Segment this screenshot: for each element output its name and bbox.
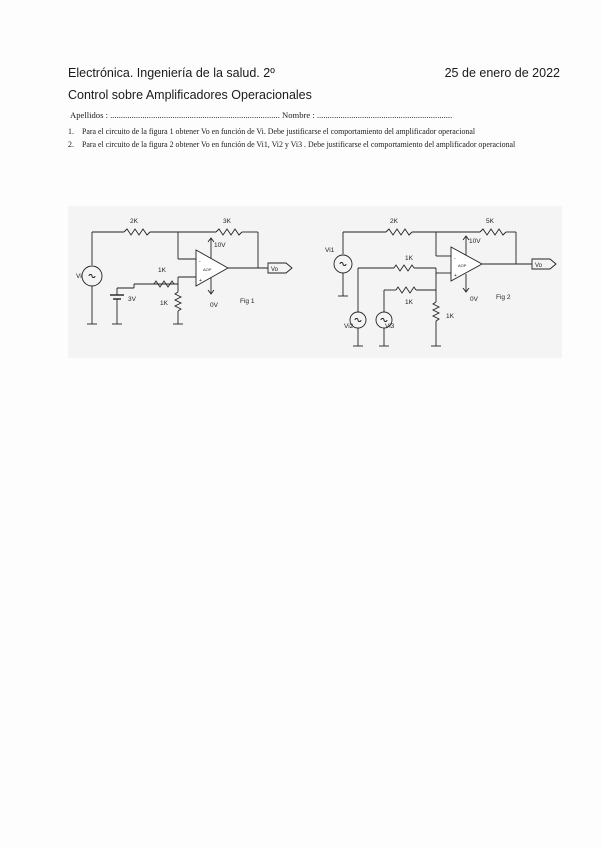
- label-vi3: Vi3: [385, 323, 395, 330]
- question-number: 1.: [68, 127, 74, 136]
- resistor-2k: [124, 229, 150, 235]
- fig1-caption: Fig 1: [240, 298, 255, 305]
- resistor-2k-fig2: [386, 229, 412, 235]
- name-label: Nombre :: [282, 110, 315, 120]
- resistor-1k-a: [394, 265, 414, 271]
- label-5k: 5K: [486, 218, 494, 225]
- label-10v-fig2: 10V: [469, 238, 481, 245]
- label-1k-ground: 1K: [160, 300, 168, 307]
- label-vo: Vo: [271, 267, 279, 273]
- label-aop-fig2: AOP: [458, 263, 467, 268]
- header: [68, 66, 562, 84]
- question-list: [68, 127, 554, 153]
- label-1k-plus: 1K: [158, 267, 166, 274]
- resistor-1k-b: [396, 287, 416, 293]
- label-3k: 3K: [223, 218, 231, 225]
- resistor-5k: [480, 229, 506, 235]
- label-plus: +: [199, 278, 202, 284]
- label-1k-b: 1K: [405, 299, 413, 306]
- label-vi: Vi: [76, 273, 82, 280]
- question-text: Para el circuito de la figura 1 obtener Vo en función de Vi. Debe justificarse el comportamiento del amplificador operacional: [82, 127, 476, 136]
- course-title: Electrónica. Ingeniería de la salud. 2º: [68, 66, 275, 80]
- label-0v: 0V: [210, 302, 218, 309]
- label-vi2: Vi2: [344, 323, 354, 330]
- label-minus-fig2: -: [454, 256, 456, 262]
- label-10v: 10V: [214, 242, 226, 249]
- student-fields: [70, 110, 562, 120]
- label-plus-fig2: +: [454, 273, 457, 279]
- name-line: ...............................................................: [316, 110, 453, 120]
- label-vi1: Vi1: [325, 247, 335, 254]
- question-item: [68, 140, 554, 150]
- surname-line: ...............................................................................: [110, 110, 280, 120]
- question-number: 2.: [68, 140, 74, 149]
- resistor-1k-ground-fig2: [433, 302, 439, 321]
- label-3v: 3V: [128, 296, 136, 303]
- surname-label: Apellidos :: [70, 110, 108, 120]
- exam-subtitle: Control sobre Amplificadores Operacionales: [68, 88, 312, 102]
- question-text: Para el circuito de la figura 2 obtener Vo en función de Vi1, Vi2 y Vi3 . Debe justificarse el comportamiento del amplificador operacional: [82, 140, 516, 149]
- label-aop: AOP: [203, 267, 212, 272]
- question-item: [68, 127, 554, 137]
- label-2k: 2K: [130, 218, 138, 225]
- fig2-caption: Fig 2: [496, 294, 511, 301]
- resistor-1k-ground: [175, 292, 181, 311]
- figure-2-circuit: [334, 229, 556, 346]
- exam-date: 25 de enero de 2022: [444, 66, 560, 80]
- label-minus: -: [199, 259, 201, 265]
- label-1k-ground-fig2: 1K: [446, 313, 454, 320]
- label-1k-a: 1K: [405, 255, 413, 262]
- resistor-3k: [216, 229, 242, 235]
- circuit-figures: [68, 206, 562, 358]
- label-vo-fig2: Vo: [535, 263, 543, 269]
- label-2k-fig2: 2K: [390, 218, 398, 225]
- label-0v-fig2: 0V: [470, 296, 478, 303]
- figure-1-circuit: [82, 229, 292, 324]
